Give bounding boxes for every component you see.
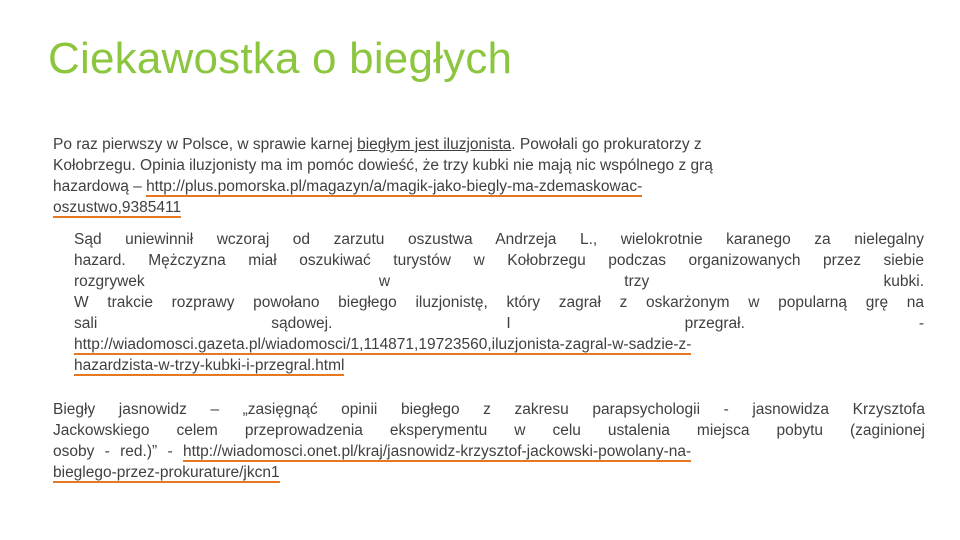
paragraph-1 [53,134,923,218]
onet-link[interactable]: http://wiadomosci.onet.pl/kraj/jasnowidz-krzysztof-jackowski-powolany-na- [182,443,692,460]
p2-line-2: hazard. Mężczyzna miał oszukiwać turystów w Kołobrzegu podczas organizowanych przez siebie [74,252,924,269]
p1-text-end: . Powołali go prokuratorzy z [511,136,702,153]
slide-title: Ciekawostka o biegłych [48,34,513,83]
p3-line-1: Biegły jasnowidz – „zasięgnąć opinii biegłego z zakresu parapsychologii - jasnowidza Krzysztofa [53,401,925,418]
p3-text-3: osoby - red.)” - [53,443,183,460]
p3-line-2: Jackowskiego celem przeprowadzenia eksperymentu w celu ustalenia miejsca pobytu (zaginionej [53,422,925,439]
iluzjonista-link[interactable]: biegłym jest iluzjonista [357,136,512,153]
p2-line-4: W trakcie rozprawy powołano biegłego iluzjonistę, który zagrał z oskarżonym w popularną grę na [74,294,924,311]
p1-line-3 [53,176,923,197]
p1-line-2: Kołobrzegu. Opinia iluzjonisty ma im pomóc dowieść, że trzy kubki nie mają nic wspólnego z grą [53,157,713,174]
p2-line-5: sali sądowej. I przegrał. - [74,315,924,332]
p3-line-4 [53,462,925,483]
p1-text: Po raz pierwszy w Polsce, w sprawie karnej [53,136,358,153]
pomorska-link[interactable]: http://plus.pomorska.pl/magazyn/a/magik-jako-biegly-ma-zdemaskowac- [146,178,643,195]
p1-line-1 [53,134,923,155]
pomorska-link-cont[interactable]: oszustwo,9385411 [53,199,182,216]
onet-link-cont[interactable]: bieglego-przez-prokurature/jkcn1 [53,464,280,481]
paragraph-2 [74,229,924,376]
p1-line-4 [53,197,923,218]
p2-line-6 [74,334,924,355]
paragraph-3 [53,399,925,483]
gazeta-link[interactable]: http://wiadomosci.gazeta.pl/wiadomosci/1,114871,19723560,iluzjonista-zagral-w-sadzie-z- [74,336,692,353]
p2-line-1: Sąd uniewinnił wczoraj od zarzutu oszustwa Andrzeja L., wielokrotnie karanego za nielegalny [74,231,924,248]
gazeta-link-cont[interactable]: hazardzista-w-trzy-kubki-i-przegral.html [74,357,345,374]
p2-line-3: rozgrywek w trzy kubki. [74,273,924,290]
p3-line-3 [53,441,925,462]
p1-text-3: hazardową – [53,178,147,195]
p2-line-7 [74,355,924,376]
